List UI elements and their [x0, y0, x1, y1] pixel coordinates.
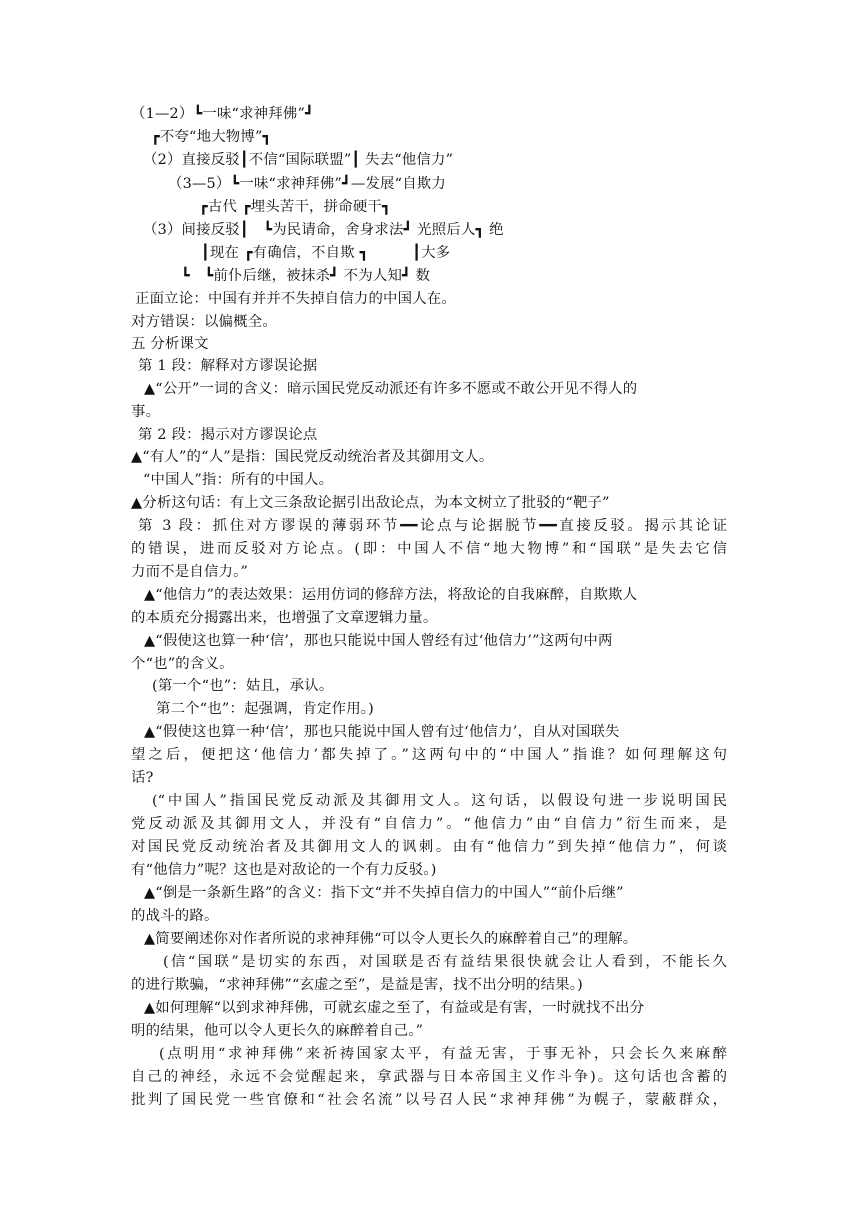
para3-line-l: 话?: [131, 770, 154, 786]
para3-line-v: ▲如何理解“以到求神拜佛，可就玄虚之至了，有益或是有害，一时就找不出分: [144, 1000, 645, 1016]
para3-line-w: 明的结果，他可以令人更长久的麻醉着自己。”: [131, 1023, 424, 1039]
para3-line-k: 望之后，便把这‘他信力’都失掉了。”这两句中的“中国人”指谁？如何理解这句: [131, 747, 727, 763]
para3-line-o: 对国民党反动统治者及其御用文人的讽刺。由有“他信力”到失掉“他信力”，何谈: [131, 839, 727, 855]
para3-line-t: (信“国联”是切实的东西，对国联是否有益结果很快就会让人看到，不能长久: [163, 954, 727, 970]
outline-line-4: （3—5）┗一味“求神拜佛”┛—发展“自欺力: [168, 176, 446, 192]
section-heading: 五 分析课文: [131, 336, 209, 352]
para3-line-s: ▲简要阐述你对作者所说的求神拜佛“可以令人更长久的麻醉着自己”的理解。: [144, 931, 638, 947]
para1-question-cont: 事。: [131, 404, 161, 420]
para2-item-2: “中国人”指：所有的中国人。: [143, 472, 334, 488]
para3-line-g: 个“也”的含义。: [131, 656, 234, 672]
para3-line-m: (“中国人”指国民党反动派及其御用文人。这句话，以假设句进一步说明国民: [152, 793, 727, 809]
para3-line-h: (第一个“也”：姑且，承认。: [152, 678, 334, 694]
para3-line-b: 的错误，进而反驳对方论点。(即：中国人不信“地大物博”和“国联”是失去它信: [131, 541, 727, 557]
para3-line-p: 有“他信力”呢？这也是对敌论的一个有力反驳。): [131, 862, 437, 878]
para2-item-3: ▲分析这句话：有上文三条敌论据引出敌论点，为本文树立了批驳的“靶子”: [131, 495, 610, 511]
outline-line-3: （2）直接反驳┃不信“国际联盟”┃ 失去“他信力”: [143, 152, 454, 168]
para3-line-u: 的进行欺骗，“求神拜佛”“玄虚之至”，是益是害，找不出分明的结果。): [131, 977, 583, 993]
para3-line-f: ▲“假使这也算一种‘信’，那也只能说中国人曾经有过‘他信力’”这两句中两: [144, 633, 613, 649]
para2-title: 第 2 段：揭示对方谬误论点: [138, 427, 318, 443]
outline-line-6: （3）间接反驳┃ ┗为民请命，舍身求法┛ 光照后人┓ 绝: [143, 222, 504, 238]
para3-line-x: (点明用“求神拜佛”来祈祷国家太平，有益无害，于事无补，只会长久来麻醉: [159, 1046, 727, 1062]
para3-line-q: ▲“倒是一条新生路”的含义：指下文“并不失掉自信力的中国人”“前仆后继”: [144, 885, 624, 901]
para3-line-j: ▲“假使这也算一种‘信’，那也只能说中国人曾有过‘他信力’，自从对国联失: [144, 724, 620, 740]
para3-line-d: ▲“他信力”的表达效果：运用仿词的修辞方法，将敌论的自我麻醉，自欺欺人: [144, 587, 638, 603]
para3-line-n: 党反动派及其御用文人，并没有“自信力”。“他信力”由“自信力”衍生而来，是: [131, 816, 727, 832]
thesis-statement: 正面立论：中国有并并不失掉自信力的中国人在。: [135, 291, 456, 307]
outline-line-2: ┏不夸“地大物博”┓: [151, 129, 272, 145]
para2-item-1: ▲“有人”的“人”是指：国民党反动统治者及其御用文人。: [131, 449, 494, 465]
para3-line-c: 力而不是自信力。”: [131, 564, 249, 580]
outline-line-1: （1—2）┗一味“求神拜佛”┛: [131, 106, 314, 122]
outline-line-7: ┃现在 ┏有确信，不自欺 ┓ ┃大多: [201, 245, 451, 261]
outline-line-8: ┗ ┗前仆后继，被抹杀┛ 不为人知┛ 数: [181, 268, 431, 284]
para3-line-e: 的本质充分揭露出来，也增强了文章逻辑力量。: [131, 610, 438, 626]
para1-question: ▲“公开”一词的含义：暗示国民党反动派还有许多不愿或不敢公开见不得人的: [144, 381, 638, 397]
para3-line-y: 自己的神经，永远不会觉醒起来，拿武器与日本帝国主义作斗争)。这句话也含蓄的: [131, 1069, 727, 1085]
para1-title: 第 1 段：解释对方谬误论据: [138, 358, 318, 374]
para3-line-z: 批判了国民党一些官僚和“社会名流”以号召人民“求神拜佛”为幌子，蒙蔽群众，: [131, 1092, 727, 1108]
para3-line-r: 的战斗的路。: [131, 908, 219, 924]
para3-line-i: 第二个“也”：起强调，肯定作用。): [156, 701, 374, 717]
para3-line-a: 第 3 段：抓住对方谬误的薄弱环节━━论点与论据脱节━━直接反驳。揭示其论证: [138, 518, 727, 534]
opponent-error: 对方错误：以偏概全。: [131, 314, 277, 330]
outline-line-5: ┏古代 ┏埋头苦干，拼命硬干┓: [199, 199, 391, 215]
